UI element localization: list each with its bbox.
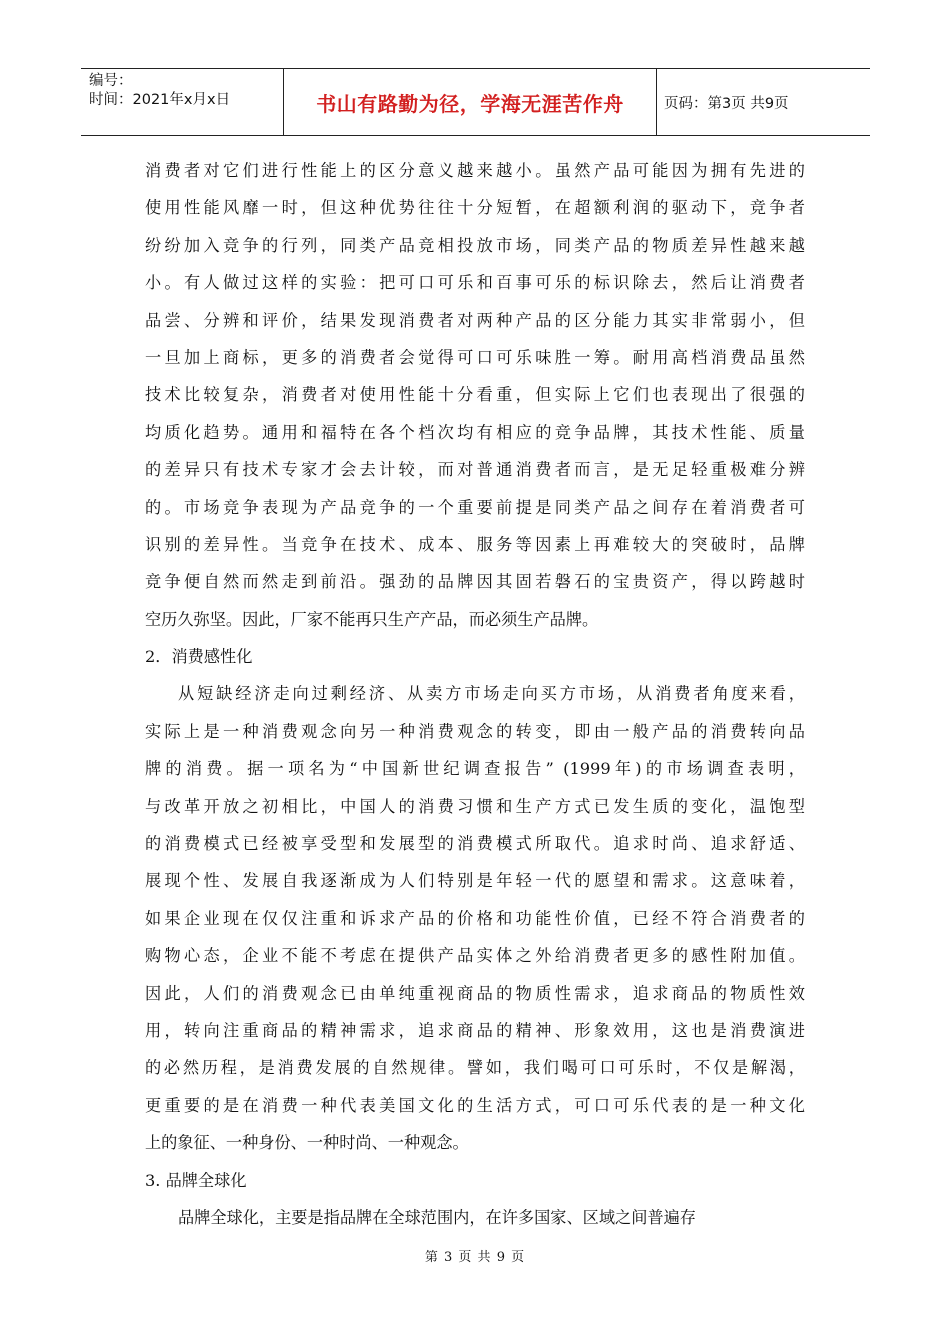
header-number-label: 编号：	[89, 73, 133, 89]
body-line: 竞争便自然而然走到前沿。强劲的品牌因其固若磐石的宝贵资产，得以跨越时	[145, 572, 805, 592]
body-line: 用，转向注重商品的精神需求，追求商品的精神、形象效用，这也是消费演进	[145, 1020, 805, 1040]
body-line: 实际上是一种消费观念向另一种消费观念的转变，即由一般产品的消费转向品	[145, 721, 805, 741]
body-line: 纷纷加入竞争的行列，同类产品竞相投放市场，同类产品的物质差异性越来越	[145, 235, 805, 255]
section-heading: 3. 品牌全球化	[145, 1170, 247, 1190]
body-line: 的消费模式已经被享受型和发展型的消费模式所取代。追求时尚、追求舒适、	[145, 834, 805, 854]
body-line: 如果企业现在仅仅注重和诉求产品的价格和功能性价值，已经不符合消费者的	[145, 908, 805, 928]
body-line: 一旦加上商标，更多的消费者会觉得可口可乐味胜一筹。耐用高档消费品虽然	[145, 347, 805, 367]
body-line: 的必然历程，是消费发展的自然规律。譬如，我们喝可口可乐时，不仅是解渴，	[145, 1058, 805, 1078]
body-line: 上的象征、一种身份、一种时尚、一种观念。	[145, 1133, 469, 1153]
body-line: 空历久弥坚。因此，厂家不能再只生产产品，而必须生产品牌。	[145, 609, 599, 629]
body-line: 从短缺经济走向过剩经济、从卖方市场走向买方市场，从消费者角度来看，	[178, 684, 805, 704]
body-line: 牌的消费。据一项名为“中国新世纪调查报告” (1999年)的市场调查表明，	[145, 759, 805, 779]
body-line: 技术比较复杂，消费者对使用性能十分看重，但实际上它们也表现出了很强的	[145, 385, 805, 405]
body-line: 识别的差异性。当竞争在技术、成本、服务等因素上再难较大的突破时，品牌	[145, 534, 805, 554]
page-footer: 第 3 页 共 9 页	[424, 1250, 526, 1265]
body-line: 因此，人们的消费观念已由单纯重视商品的物质性需求，追求商品的物质性效	[145, 983, 805, 1003]
header-meta	[89, 72, 284, 134]
body-line: 使用性能风靡一时，但这种优势往往十分短暂，在超额利润的驱动下，竞争者	[145, 198, 805, 218]
section-heading: 2．消费感性化	[145, 647, 253, 667]
body-line: 与改革开放之初相比，中国人的消费习惯和生产方式已发生质的变化，温饱型	[145, 796, 805, 816]
body-line: 的差异只有技术专家才会去计较，而对普通消费者而言，是无足轻重极难分辨	[145, 460, 805, 480]
header-divider-right	[656, 69, 657, 135]
header-motto: 书山有路勤为径，学海无涯苦作舟	[316, 91, 624, 116]
document-header	[81, 68, 870, 136]
header-time-label: 时间：2021年x月x日	[89, 92, 231, 108]
body-line: 小。有人做过这样的实验：把可口可乐和百事可乐的标识除去，然后让消费者	[145, 273, 805, 293]
header-page-info: 页码：第3页 共9页	[664, 95, 789, 112]
body-line: 均质化趋势。通用和福特在各个档次均有相应的竞争品牌，其技术性能、质量	[145, 422, 805, 442]
body-line: 更重要的是在消费一种代表美国文化的生活方式，可口可乐代表的是一种文化	[145, 1095, 805, 1115]
body-line: 购物心态，企业不能不考虑在提供产品实体之外给消费者更多的感性附加值。	[145, 946, 805, 966]
body-line: 的。市场竞争表现为产品竞争的一个重要前提是同类产品之间存在着消费者可	[145, 497, 805, 517]
document-body	[145, 152, 805, 1236]
body-line: 消费者对它们进行性能上的区分意义越来越小。虽然产品可能因为拥有先进的	[145, 161, 805, 180]
body-line: 品尝、分辨和评价，结果发现消费者对两种产品的区分能力其实非常弱小，但	[145, 310, 805, 330]
body-line: 展现个性、发展自我逐渐成为人们特别是年轻一代的愿望和需求。这意味着，	[145, 871, 805, 891]
body-line: 品牌全球化，主要是指品牌在全球范围内，在许多国家、区域之间普遍存	[178, 1207, 696, 1227]
